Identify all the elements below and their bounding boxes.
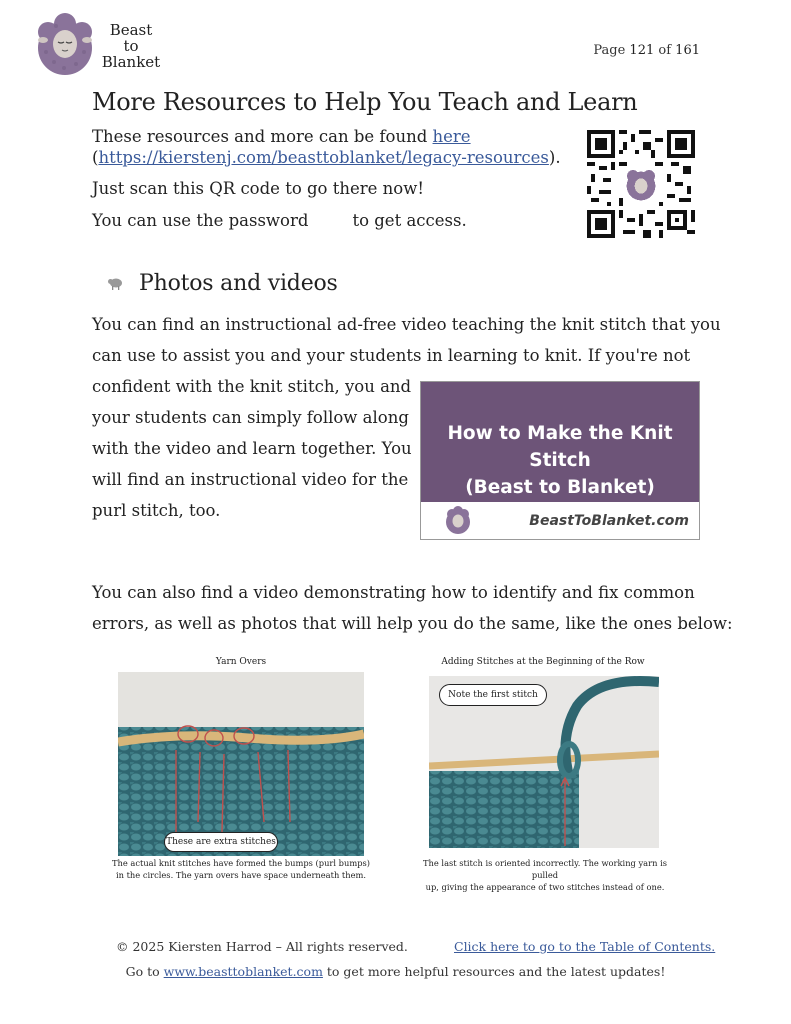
photos-para1-line1: You can find an instructional ad-free video teaching the knit stitch that you [92,315,721,334]
figure-title-yarn-overs: Yarn Overs [215,657,267,667]
figure-caption-yarn-overs [110,857,372,881]
adding-stitches-photo [429,676,659,848]
photos-para2-line1: You can also find a video demonstrating how to identify and fix common [92,583,695,602]
video-thumbnail[interactable] [420,381,700,540]
bubble-extra-stitches: These are extra stitches [164,832,278,852]
resources-url-link[interactable]: https://kierstenj.com/beasttoblanket/legacy-resources [98,148,549,167]
video-title-line2: (Beast to Blanket) [465,477,655,498]
footer-goto [0,964,791,979]
sheep-logo-icon [34,12,96,76]
goto-before: Go to [125,964,164,979]
goto-after: to get more helpful resources and the latest updates! [322,964,666,979]
wrap-line: purl stitch, too. [92,501,221,520]
bubble-first-stitch: Note the first stitch [439,684,547,706]
sheep-bullet-icon [107,275,123,291]
caption-line: The last stitch is oriented incorrectly. The working yarn is pulled [422,858,667,880]
logo-line-blanket: Blanket [101,53,161,71]
password-line [92,205,467,236]
footer-copyright: © 2025 Kiersten Harrod – All rights reserved. [116,939,408,954]
url-open-paren: ( [92,148,99,167]
figure-caption-adding-stitches [410,857,680,893]
sheep-video-icon [443,505,473,535]
here-link[interactable]: here [432,127,471,146]
page-prefix: Page [593,43,626,58]
logo [34,12,164,78]
wrap-line: confident with the knit stitch, you and [92,377,412,396]
website-link[interactable]: www.beasttoblanket.com [163,964,323,979]
video-site-label: BeastToBlanket.com [529,513,689,529]
photos-para2-line2: errors, as well as photos that will help you do the same, like the ones below: [92,614,733,633]
intro-block [92,126,572,168]
caption-line: in the circles. The yarn overs have space underneath them. [115,870,367,880]
page-total: 161 [675,43,700,58]
intro-line2 [92,147,572,168]
caption-line: The actual knit stitches have formed the bumps (purl bumps) [111,858,371,868]
password-after: to get access. [352,211,467,230]
photos-para1-wrap [92,371,412,526]
intro-line1-text: These resources and more can be found [92,127,433,146]
video-title-line1: How to Make the Knit Stitch [447,423,673,471]
password-before: You can use the password [92,211,309,230]
yarn-overs-photo [118,672,364,856]
intro-line1 [92,126,572,147]
toc-link[interactable]: Click here to go to the Table of Contents. [454,939,716,954]
page-current: 121 [629,43,655,58]
url-close-paren: ). [548,148,561,167]
figure-title-adding-stitches: Adding Stitches at the Beginning of the Row [441,657,645,667]
photos-para1-line2: can use to assist you and your students in learning to knit. If you're not [92,346,691,365]
page-number [593,43,700,58]
video-title-banner [421,382,699,502]
section-heading-photos: Photos and videos [139,271,338,296]
wrap-line: with the video and learn together. You [92,439,412,458]
wrap-line: your students can simply follow along [92,408,409,427]
logo-line-to: to [123,37,139,55]
scan-text: Just scan this QR code to go there now! [92,179,424,198]
logo-line-beast: Beast [109,21,153,39]
page-title: More Resources to Help You Teach and Learn [92,88,638,116]
wrap-line: will find an instructional video for the [92,470,409,489]
caption-line: up, giving the appearance of two stitches instead of one. [425,882,665,892]
page-of: of [658,43,672,58]
qr-code-icon[interactable] [587,130,695,238]
